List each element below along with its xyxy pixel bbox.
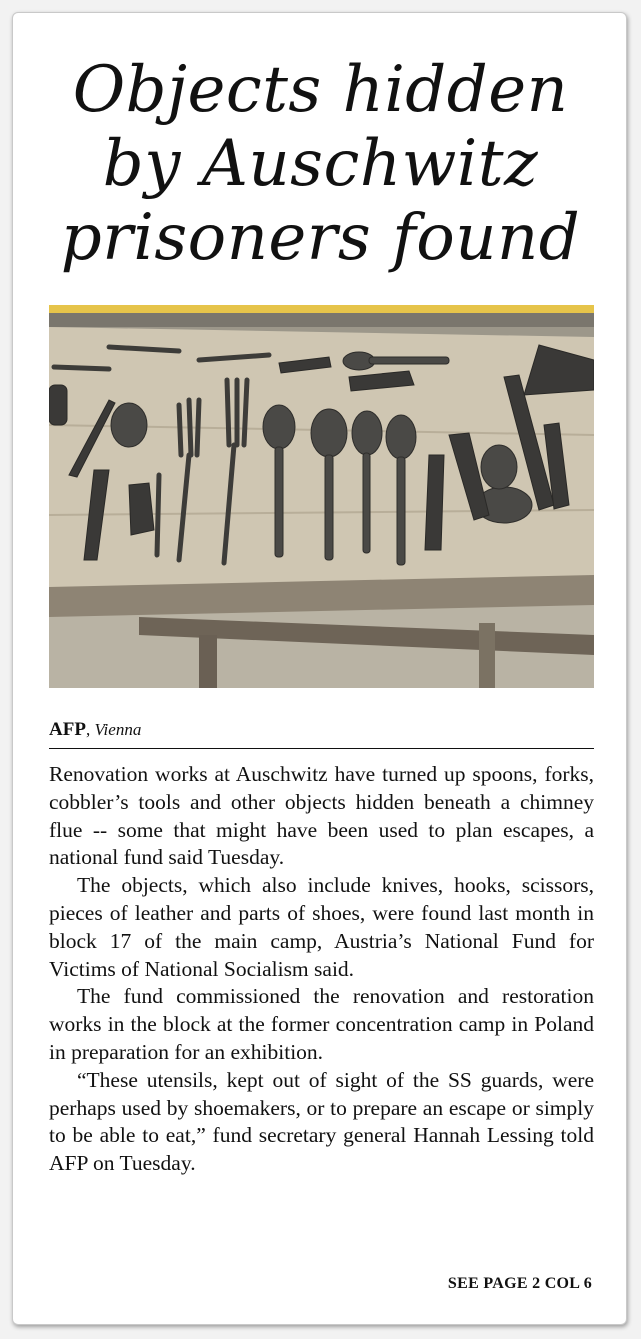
headline (13, 53, 628, 275)
paragraph-2: The objects, which also include knives, hooks, scissors, pieces of leather and parts of shoes, were found last month in block 17 of the main camp, Austria’s National Fund for Victims of National Socialism said. (49, 873, 594, 981)
headline-line-2: by Auschwitz (102, 127, 539, 201)
article-photo (49, 305, 594, 688)
headline-line-1: Objects hidden (72, 53, 569, 127)
article-body (49, 761, 594, 1178)
byline: AFP, Vienna (49, 719, 142, 740)
jump-line: SEE PAGE 2 COL 6 (447, 1275, 592, 1292)
paragraph-3: The fund commissioned the renovation and restoration works in the block at the former concentration camp in Poland in preparation for an exhibition. (49, 984, 594, 1064)
photo-illustration (49, 305, 594, 688)
byline-city: Vienna (94, 720, 142, 739)
byline-divider (49, 748, 594, 749)
byline-agency: AFP (49, 719, 86, 740)
paragraph-4: “These utensils, kept out of sight of the SS guards, were perhaps used by shoemakers, or to prepare an escape or simply to be able to eat,” fund secretary general Hannah Lessing told AFP on Tuesday. (49, 1067, 594, 1176)
article-card (12, 12, 627, 1325)
paragraph-1: Renovation works at Auschwitz have turned up spoons, forks, cobbler’s tools and other objects hidden beneath a chimney flue -- some that might have been used to plan escapes, a national fund said Tuesday. (49, 762, 594, 870)
headline-line-3: prisoners found (60, 201, 581, 275)
